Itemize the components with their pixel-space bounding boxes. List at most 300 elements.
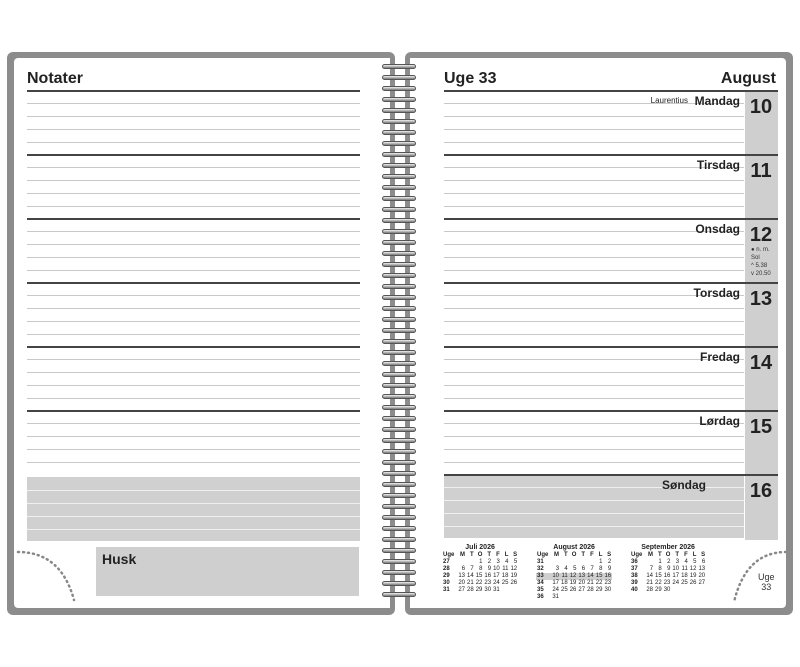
weekday-header: T [470, 552, 474, 558]
spiral-ring [382, 394, 416, 399]
date-cell[interactable]: 27 [698, 580, 706, 586]
date-cell[interactable] [560, 594, 569, 601]
date-cell[interactable]: 29 [655, 587, 662, 593]
notes-gray-block [27, 477, 360, 541]
spiral-ring [382, 229, 416, 234]
notes-line [27, 308, 360, 309]
gray-rule [27, 516, 360, 517]
day-line [444, 116, 744, 117]
week-number: 28 [443, 566, 450, 572]
weekday-header: F [496, 552, 500, 558]
date-cell[interactable] [586, 594, 595, 601]
sunrise-icon: ^ [751, 263, 756, 269]
week-number: 39 [631, 580, 638, 586]
day-block[interactable] [444, 346, 778, 410]
week-number: 40 [631, 587, 638, 593]
date-cell[interactable]: 28 [587, 587, 594, 593]
day-line [444, 129, 744, 130]
date-cell[interactable]: 16 [604, 573, 612, 579]
weekday-header: T [581, 552, 586, 558]
weekday-header: T [675, 552, 680, 558]
date-cell[interactable] [577, 559, 586, 566]
day-line [444, 372, 744, 373]
notes-line [27, 180, 360, 181]
notes-line [27, 167, 360, 168]
date-cell[interactable]: 5 [513, 559, 518, 565]
date-cell[interactable] [466, 559, 475, 566]
date-cell[interactable]: 12 [510, 566, 518, 572]
date-cell[interactable]: 28 [467, 587, 474, 593]
date-cell[interactable]: 27 [578, 587, 586, 593]
notes-line [27, 270, 360, 271]
date-cell[interactable]: 20 [698, 573, 706, 579]
mini-calendar-title: September 2026 [641, 544, 695, 551]
date-cell[interactable]: 25 [561, 587, 568, 593]
spiral-ring [382, 537, 416, 542]
spiral-ring [382, 75, 416, 80]
weekday-header: F [684, 552, 688, 558]
notes-section-rule [27, 346, 360, 348]
mini-calendar-header [536, 552, 612, 559]
date-cell[interactable]: 31 [493, 587, 500, 593]
week-number: 29 [443, 573, 450, 579]
day-line [444, 308, 744, 309]
date-cell[interactable]: 11 [561, 573, 568, 579]
mini-calendar-week [536, 573, 612, 580]
husk-box[interactable] [96, 547, 359, 596]
mini-calendar-week [442, 587, 518, 594]
spiral-ring [382, 449, 416, 454]
day-block[interactable] [444, 474, 773, 538]
date-cell[interactable]: 20 [458, 580, 466, 586]
week-number: 38 [631, 573, 638, 579]
date-cell[interactable]: 17 [672, 573, 680, 579]
day-rule [444, 410, 778, 412]
mini-calendar-week [630, 587, 706, 594]
day-rule [444, 474, 778, 476]
day-block[interactable] [444, 282, 778, 346]
weekday-header: F [590, 552, 594, 558]
spiral-ring [382, 284, 416, 289]
date-cell[interactable]: 9 [487, 566, 492, 572]
day-rule [444, 346, 778, 348]
date-cell[interactable]: 2 [607, 559, 612, 565]
day-name: Tirsdag [696, 158, 740, 172]
weekday-header: S [607, 552, 612, 558]
weekday-header: O [665, 552, 671, 558]
date-cell[interactable]: 25 [501, 580, 509, 586]
notes-page [14, 58, 390, 608]
date-cell[interactable] [509, 587, 518, 594]
date-cell[interactable]: 8 [599, 566, 603, 572]
date-cell[interactable]: 28 [646, 587, 654, 593]
spiral-ring [382, 416, 416, 421]
week-number: 34 [537, 580, 544, 586]
date-cell[interactable]: 7 [470, 566, 474, 572]
spiral-ring [382, 119, 416, 124]
date-cell[interactable]: 14 [646, 573, 654, 579]
notes-line [27, 129, 360, 130]
mini-calendar-week [630, 559, 706, 566]
date-cell[interactable]: 23 [663, 580, 671, 586]
mini-calendar-title: August 2026 [553, 544, 595, 551]
sunset-time: 20.50 [755, 271, 771, 277]
weekday-header: L [692, 552, 697, 558]
spiral-ring [382, 548, 416, 553]
spiral-ring [382, 295, 416, 300]
spiral-ring [382, 559, 416, 564]
weekday-header: S [513, 552, 518, 558]
spiral-ring [382, 262, 416, 267]
spiral-ring [382, 570, 416, 575]
day-rule [444, 90, 778, 92]
date-cell[interactable]: 1 [599, 559, 603, 565]
day-line [444, 513, 744, 514]
date-cell[interactable]: 14 [587, 573, 594, 579]
date-cell[interactable] [457, 559, 466, 566]
notes-line [27, 436, 360, 437]
spiral-ring [382, 383, 416, 388]
date-cell[interactable]: 22 [475, 580, 483, 586]
date-cell[interactable]: 3 [675, 559, 680, 565]
day-line [444, 321, 744, 322]
notes-line [27, 142, 360, 143]
date-cell[interactable]: 25 [681, 580, 688, 586]
notes-line [27, 449, 360, 450]
notes-section-rule [27, 90, 360, 92]
date-cell[interactable] [689, 587, 698, 594]
date-cell[interactable]: 11 [681, 566, 688, 572]
spiral-ring [382, 240, 416, 245]
date-cell[interactable]: 29 [475, 587, 483, 593]
date-cell[interactable]: 13 [458, 573, 466, 579]
date-cell[interactable]: 1 [479, 559, 483, 565]
day-number: 15 [749, 416, 773, 438]
date-cell[interactable] [569, 594, 578, 601]
date-cell[interactable]: 27 [458, 587, 466, 593]
day-block[interactable] [444, 154, 778, 218]
date-cell[interactable]: 5 [693, 559, 697, 565]
date-cell[interactable]: 7 [649, 566, 654, 572]
page-corner-dots [16, 548, 96, 608]
date-cell[interactable]: 13 [578, 573, 586, 579]
date-cell[interactable]: 5 [573, 566, 577, 572]
day-line [444, 257, 744, 258]
weekday-header: Uge [537, 552, 549, 558]
weekday-header: M [648, 552, 654, 558]
spiral-ring [382, 339, 416, 344]
notes-line [27, 116, 360, 117]
date-cell[interactable]: 19 [510, 573, 518, 579]
date-cell[interactable]: 11 [502, 566, 509, 572]
day-line [444, 462, 744, 463]
date-cell[interactable]: 8 [479, 566, 483, 572]
spiral-ring [382, 251, 416, 256]
weekday-header: M [554, 552, 560, 558]
notes-section-rule [27, 154, 360, 156]
day-name: Onsdag [695, 222, 740, 236]
date-cell[interactable]: 21 [646, 580, 654, 586]
date-cell[interactable]: 24 [672, 580, 680, 586]
day-name: Mandag [694, 94, 740, 108]
date-cell[interactable] [501, 587, 510, 594]
date-cell[interactable]: 23 [604, 580, 612, 586]
spiral-ring [382, 317, 416, 322]
husk-label: Husk [102, 551, 137, 567]
date-cell[interactable]: 8 [658, 566, 662, 572]
mini-calendar-header [630, 552, 706, 559]
sunset-row [751, 270, 771, 278]
week-number: 32 [537, 566, 544, 572]
spiral-ring [382, 581, 416, 586]
notes-section-rule [27, 410, 360, 412]
date-cell[interactable]: 23 [484, 580, 492, 586]
date-cell[interactable]: 17 [493, 573, 500, 579]
date-cell[interactable]: 12 [569, 573, 577, 579]
spiral-ring [382, 471, 416, 476]
spiral-ring [382, 196, 416, 201]
date-cell[interactable]: 17 [552, 580, 560, 586]
notes-line [27, 385, 360, 386]
day-block[interactable] [444, 218, 778, 282]
day-line [444, 142, 744, 143]
corner-week-num: 33 [761, 582, 772, 592]
day-line [444, 398, 744, 399]
spiral-ring [382, 185, 416, 190]
spiral-ring [382, 207, 416, 212]
date-cell[interactable]: 31 [552, 594, 560, 600]
mini-calendar-week [536, 594, 612, 601]
notes-line [27, 462, 360, 463]
notes-line [27, 423, 360, 424]
mini-calendar-week [630, 566, 706, 573]
date-cell[interactable] [577, 594, 586, 601]
notes-line [27, 244, 360, 245]
date-cell[interactable]: 18 [561, 580, 568, 586]
date-cell[interactable] [671, 587, 680, 594]
date-cell[interactable]: 2 [487, 559, 492, 565]
date-cell[interactable]: 13 [698, 566, 706, 572]
date-cell[interactable]: 21 [467, 580, 474, 586]
date-cell[interactable]: 14 [467, 573, 474, 579]
date-cell[interactable]: 16 [484, 573, 492, 579]
corner-week-label: Uge [758, 572, 775, 582]
mini-calendar-week [442, 573, 518, 580]
day-line [444, 385, 744, 386]
date-cell[interactable]: 2 [667, 559, 671, 565]
spiral-ring [382, 163, 416, 168]
notes-line [27, 295, 360, 296]
date-cell[interactable]: 19 [689, 573, 697, 579]
day-rule [444, 154, 778, 156]
date-cell[interactable]: 29 [595, 587, 603, 593]
day-rule [444, 218, 778, 220]
date-cell[interactable]: 6 [581, 566, 586, 572]
week-page [410, 58, 786, 608]
date-cell[interactable]: 7 [590, 566, 594, 572]
date-cell[interactable]: 12 [689, 566, 697, 572]
notes-title: Notater [27, 70, 84, 87]
spiral-ring [382, 64, 416, 69]
date-cell[interactable]: 26 [689, 580, 697, 586]
sunrise-time: 5.38 [755, 263, 768, 269]
week-number: 36 [631, 559, 638, 565]
gray-rule [27, 490, 360, 491]
week-number: 30 [443, 580, 450, 586]
date-cell[interactable]: 6 [461, 566, 466, 572]
notes-line [27, 206, 360, 207]
notes-section-rule [27, 282, 360, 284]
sunrise-row [751, 262, 771, 270]
notes-line [27, 231, 360, 232]
notes-line [27, 398, 360, 399]
date-cell[interactable]: 18 [681, 573, 688, 579]
date-cell[interactable]: 30 [604, 587, 612, 593]
date-cell[interactable]: 15 [655, 573, 662, 579]
date-cell[interactable]: 21 [587, 580, 594, 586]
day-line [444, 449, 744, 450]
gray-rule [27, 503, 360, 504]
day-number: 16 [749, 480, 773, 502]
day-block[interactable] [444, 90, 778, 154]
mini-calendar-week [630, 580, 706, 587]
date-cell[interactable]: 10 [552, 573, 560, 579]
spiral-ring [382, 526, 416, 531]
date-cell[interactable]: 30 [663, 587, 671, 593]
date-cell[interactable]: 15 [475, 573, 483, 579]
date-cell[interactable]: 9 [667, 566, 671, 572]
notes-line [27, 193, 360, 194]
date-cell[interactable]: 10 [672, 566, 680, 572]
date-cell[interactable] [645, 559, 654, 566]
mini-calendar-week [442, 580, 518, 587]
spiral-ring [382, 108, 416, 113]
weekday-header: T [564, 552, 568, 558]
weekday-header: T [487, 552, 492, 558]
date-cell[interactable]: 4 [505, 559, 509, 565]
spiral-ring [382, 86, 416, 91]
day-line [444, 500, 744, 501]
date-cell[interactable]: 24 [552, 587, 560, 593]
date-cell[interactable]: 24 [493, 580, 500, 586]
date-cell[interactable]: 9 [607, 566, 612, 572]
day-line [444, 270, 744, 271]
mini-calendar-week [630, 573, 706, 580]
weekday-header: O [571, 552, 577, 558]
date-cell[interactable]: 10 [493, 566, 500, 572]
spiral-ring [382, 438, 416, 443]
date-cell[interactable]: 22 [655, 580, 662, 586]
notes-line [27, 372, 360, 373]
weekday-header: M [460, 552, 466, 558]
weekday-header: T [658, 552, 662, 558]
date-cell[interactable]: 19 [569, 580, 577, 586]
spiral-ring [382, 130, 416, 135]
week-number: 27 [443, 559, 450, 565]
date-cell[interactable] [560, 559, 569, 566]
day-line [444, 206, 744, 207]
mini-calendar-week [536, 580, 612, 587]
date-cell[interactable]: 3 [555, 566, 560, 572]
date-cell[interactable] [680, 587, 689, 594]
nameday: Laurentius [650, 96, 688, 105]
date-cell[interactable]: 16 [663, 573, 671, 579]
weekday-header: Uge [443, 552, 455, 558]
spiral-ring [382, 427, 416, 432]
weekday-header: L [598, 552, 603, 558]
week-number: 36 [537, 594, 544, 600]
spiral-ring [382, 405, 416, 410]
day-block[interactable] [444, 410, 778, 474]
date-cell[interactable] [569, 559, 578, 566]
mini-calendar-week [442, 559, 518, 566]
notes-line [27, 103, 360, 104]
mini-calendar-week [536, 566, 612, 573]
sunset-icon: v [751, 271, 756, 277]
spiral-ring [382, 361, 416, 366]
date-cell[interactable]: 18 [501, 573, 509, 579]
corner-week-number [758, 572, 775, 592]
mini-calendar [630, 544, 706, 594]
day-line [444, 526, 744, 527]
day-line [444, 334, 744, 335]
day-name: Fredag [699, 350, 740, 364]
spiral-ring [382, 141, 416, 146]
page-corner-dots [728, 548, 786, 608]
sun-label: Sol [751, 255, 760, 261]
date-cell[interactable] [697, 587, 706, 594]
week-number: 33 [536, 573, 551, 580]
date-cell[interactable] [551, 559, 560, 566]
date-cell[interactable] [595, 594, 604, 601]
spiral-binding [380, 60, 420, 608]
spiral-ring [382, 460, 416, 465]
date-cell[interactable]: 3 [496, 559, 500, 565]
mini-calendar [536, 544, 612, 601]
date-cell[interactable]: 26 [510, 580, 518, 586]
date-cell[interactable]: 4 [684, 559, 688, 565]
spiral-ring [382, 218, 416, 223]
date-cell[interactable] [603, 594, 612, 601]
date-cell[interactable] [586, 559, 595, 566]
spiral-ring [382, 515, 416, 520]
spiral-ring [382, 350, 416, 355]
notes-line [27, 334, 360, 335]
date-cell[interactable]: 20 [578, 580, 586, 586]
spiral-ring [382, 592, 416, 597]
date-cell[interactable]: 6 [701, 559, 706, 565]
day-number: 12 [749, 224, 773, 246]
date-cell[interactable]: 26 [569, 587, 577, 593]
day-name: Torsdag [693, 286, 740, 300]
date-cell[interactable]: 1 [658, 559, 662, 565]
day-name: Søndag [662, 478, 706, 492]
spiral-ring [382, 97, 416, 102]
month-title: August [720, 70, 776, 87]
day-rule [444, 282, 778, 284]
week-number: 31 [537, 559, 544, 565]
week-number: 35 [537, 587, 544, 593]
spiral-ring [382, 152, 416, 157]
date-cell[interactable]: 4 [564, 566, 568, 572]
date-cell[interactable]: 15 [595, 573, 603, 579]
date-cell[interactable]: 22 [595, 580, 603, 586]
date-cell[interactable]: 30 [484, 587, 492, 593]
spiral-ring [382, 174, 416, 179]
mini-calendar-week [536, 559, 612, 566]
moon-phase: ● n. m. [751, 247, 770, 253]
day-line [444, 244, 744, 245]
